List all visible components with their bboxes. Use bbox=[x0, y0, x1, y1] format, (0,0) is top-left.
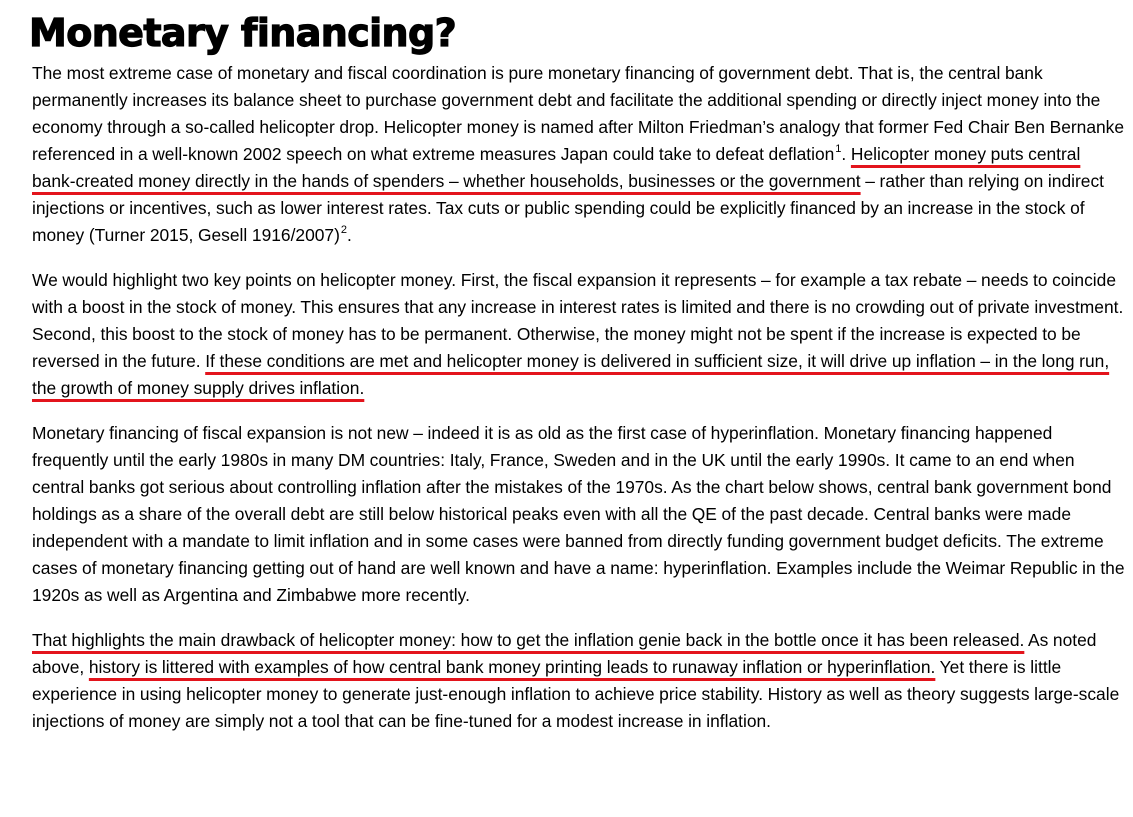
para4-text-1: As noted above, bbox=[32, 630, 1097, 677]
para2-text-1: We would highlight two key points on helicopter money. First, the fiscal expansion it represents – for example a tax rebate – needs to coincide with a boost in the stock of money. This ensures that any increase in interest rates is limited and there is no crowding out of private investment. Second, this boost to the stock of money has to be permanent. Otherwise, the money might not be spent if the increase is expected to be reversed in the future. bbox=[32, 270, 1124, 371]
para3-text-1: Monetary financing of fiscal expansion is not new – indeed it is as old as the first case of hyperinflation. Monetary financing happened frequently until the early 1980s in many DM countries: Italy, France, Sweden and in the UK until the early 1990s. It came to an end when central banks got serious about controlling inflation after the mistakes of the 1970s. As the chart below shows, central bank government bond holdings as a share of the overall debt are still below historical peaks even with all the QE of the past decade. Central banks were made independent with a mandate to limit inflation and in some cases were banned from directly funding government budget deficits. The extreme cases of monetary financing getting out of hand are well known and have a name: hyperinflation. Examples include the Weimar Republic in the 1920s as well as Argentina and Zimbabwe more recently. bbox=[32, 423, 1125, 605]
footnote-marker-1: 1 bbox=[835, 143, 842, 155]
para1-highlight: Helicopter money puts central bank-created money directly in the hands of spenders – whether households, businesses or the government bbox=[32, 144, 1081, 191]
para1-text-4: . bbox=[347, 225, 352, 245]
para2-highlight: If these conditions are met and helicopter money is delivered in sufficient size, it will drive up inflation – in the long run, the growth of money supply drives inflation. bbox=[32, 351, 1110, 398]
paragraph-4 bbox=[32, 627, 1128, 735]
para4-text-2: Yet there is little experience in using helicopter money to generate just-enough inflation to achieve price stability. History as well as theory suggests large-scale injections of money are simply not a tool that can be fine-tuned for a modest increase in inflation. bbox=[32, 657, 1120, 731]
para1-text-2: . bbox=[841, 144, 851, 164]
footnote-marker-2: 2 bbox=[340, 224, 348, 236]
para1-text-1: The most extreme case of monetary and fiscal coordination is pure monetary financing of government debt. That is, the central bank permanently increases its balance sheet to purchase government debt and facilitate the additional spending or directly inject money into the economy through a so-called helicopter drop. Helicopter money is named after Milton Friedman’s analogy that former Fed Chair Ben Bernanke referenced in a well-known 2002 speech on what extreme measures Japan could take to defeat deflation bbox=[32, 63, 1125, 164]
paragraph-2 bbox=[32, 267, 1128, 402]
para4-highlight-2: history is littered with examples of how central bank money printing leads to runaway inflation or hyperinflation. bbox=[88, 657, 936, 677]
paragraph-1 bbox=[32, 60, 1128, 249]
page-title: Monetary financing? bbox=[29, 11, 457, 55]
document bbox=[29, 8, 1128, 753]
para1-text-3: – rather than relying on indirect injections or incentives, such as lower interest rates. Tax cuts or public spending could be explicitly financed by an increase in the stock of money (Turner 2015, Gesell 1916/2007) bbox=[32, 171, 1104, 245]
paragraph-3 bbox=[32, 420, 1128, 609]
para4-highlight-1: That highlights the main drawback of helicopter money: how to get the inflation genie back in the bottle once it has been released. bbox=[32, 630, 1025, 650]
